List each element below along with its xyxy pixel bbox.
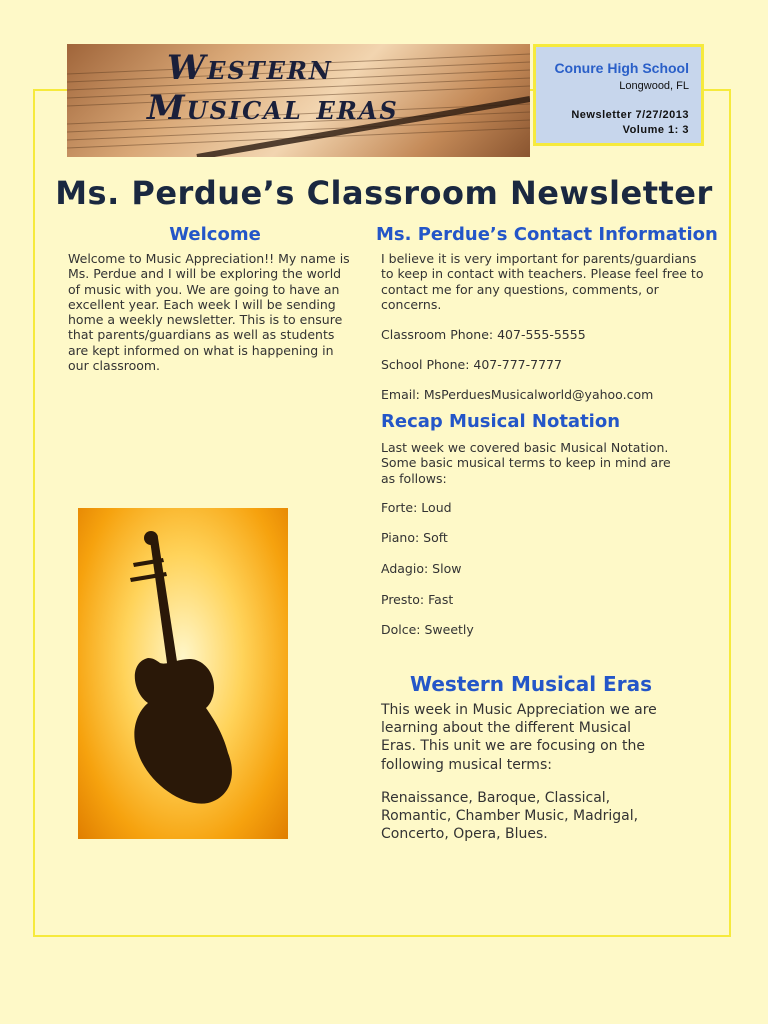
welcome-text: Welcome to Music Appreciation!! My name is Ms. Perdue and I will be exploring the world of music with you. We are going to have an excellent year. Each week I will be sending home a weekly newsletter. This is to ensure that parents/guardians as well as students are kept informed on what is happening in our classroom. xyxy=(68,251,350,374)
recap-intro: Last week we covered basic Musical Notation. Some basic musical terms to keep in mind are as follows: xyxy=(381,440,671,486)
banner-image xyxy=(67,44,530,157)
page-title: Ms. Perdue’s Classroom Newsletter xyxy=(55,174,713,212)
term-dolce: Dolce: Sweetly xyxy=(381,622,474,637)
violin-icon xyxy=(78,508,288,839)
banner-title-line1: Western xyxy=(167,48,333,88)
recap-heading: Recap Musical Notation xyxy=(381,411,621,432)
school-phone: School Phone: 407-777-7777 xyxy=(381,357,562,372)
classroom-phone: Classroom Phone: 407-555-5555 xyxy=(381,327,586,342)
newsletter-date: Newsletter 7/27/2013 xyxy=(571,109,689,121)
term-forte: Forte: Loud xyxy=(381,500,452,515)
eras-heading: Western Musical Eras xyxy=(409,672,652,696)
term-piano: Piano: Soft xyxy=(381,530,448,545)
welcome-heading: Welcome xyxy=(169,224,261,245)
eras-intro: This week in Music Appreciation we are learning about the different Musical Eras. This unit we are focusing on the following musical terms: xyxy=(381,702,657,773)
eras-terms: Renaissance, Baroque, Classical, Romantic, Chamber Music, Madrigal, Concerto, Opera, Blues. xyxy=(381,790,639,843)
school-name: Conure High School xyxy=(554,60,689,76)
violin-image xyxy=(78,508,288,839)
banner-title xyxy=(147,48,497,128)
email-address[interactable]: Email: MsPerduesMusicalworld@yahoo.com xyxy=(381,387,654,402)
term-adagio: Adagio: Slow xyxy=(381,561,462,576)
term-presto: Presto: Fast xyxy=(381,592,454,607)
school-location: Longwood, FL xyxy=(619,80,689,92)
banner-title-line2: Musical eras xyxy=(147,88,399,128)
school-info-box xyxy=(533,44,704,146)
contact-heading: Ms. Perdue’s Contact Information xyxy=(376,224,718,245)
contact-text: I believe it is very important for parents/guardians to keep in contact with teachers. Please feel free to contact me for any questions, comments, or concerns. xyxy=(381,251,704,312)
volume-number: Volume 1: 3 xyxy=(622,124,689,136)
